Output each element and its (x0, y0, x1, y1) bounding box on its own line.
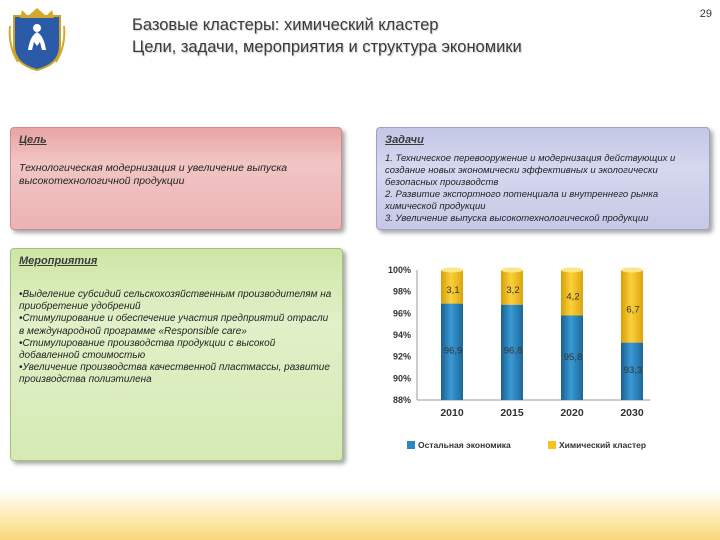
measure-item: •Стимулирование производства продукции с высокой добавленной стоимостью (19, 337, 276, 362)
goal-title: Цель (19, 134, 47, 146)
stacked-bar-chart (355, 248, 710, 468)
task-item: 1. Техническое перевооружение и модернизация действующих и создание новых экономически эффективных и экологически безопасных производств (385, 153, 676, 188)
measure-item: •Выделение субсидий сельскохозяйственным производителям на приобретение удобрений (19, 289, 332, 313)
task-item: 3. Увеличение выпуска высокотехнологической продукции (385, 213, 649, 224)
measures-list (19, 289, 334, 387)
y-tick-label: 92% (392, 351, 411, 362)
goal-text: Технологическая модернизация и увеличение выпуска высокотехнологичной продукции (19, 162, 288, 187)
measure-item: •Стимулирование и обеспечение участия предприятий отрасли в международной программе «Responsible care» (19, 313, 329, 337)
y-tick-label: 94% (392, 330, 411, 340)
page-number: 29 (699, 8, 712, 20)
y-tick-label: 90% (392, 373, 411, 384)
title-line-1: Базовые кластеры: химический кластер (132, 16, 439, 34)
tasks-panel (376, 127, 710, 230)
bar-cap-2030 (621, 268, 643, 273)
legend-swatch-chemical-cluster (548, 441, 556, 449)
goal-panel (10, 127, 342, 230)
bar-cap-2010 (441, 268, 463, 273)
data-label-chemical-cluster: 6,7 (626, 304, 640, 316)
data-label-chemical-cluster: 3,2 (506, 284, 520, 296)
tasks-title: Задачи (385, 134, 424, 146)
x-tick-label: 2020 (560, 407, 584, 419)
legend-label-rest-economy: Остальная экономика (418, 440, 511, 450)
x-tick-label: 2030 (620, 407, 644, 419)
x-tick-label: 2015 (500, 407, 524, 419)
measures-title: Мероприятия (19, 255, 98, 267)
legend-label-chemical-cluster: Химический кластер (559, 440, 647, 450)
measure-item: •Увеличение производства качественной пластмассы, развитие производства полиэтилена (19, 362, 330, 386)
title-line-2: Цели, задачи, мероприятия и структура экономики (132, 38, 522, 56)
y-tick-label: 100% (387, 265, 411, 275)
data-label-rest-economy: 95,8 (563, 351, 583, 363)
data-label-rest-economy: 96,9 (443, 345, 463, 357)
y-tick-label: 98% (392, 286, 411, 297)
legend-swatch-rest-economy (407, 441, 415, 449)
measures-panel (10, 248, 343, 461)
y-tick-label: 96% (392, 308, 411, 319)
bottom-gradient (0, 490, 720, 540)
data-label-rest-economy: 93,3 (623, 364, 643, 376)
slide-title (132, 14, 522, 58)
data-label-chemical-cluster: 4,2 (566, 291, 580, 303)
task-item: 2. Развитие экспортного потенциала и внутреннего рынка химической продукции (385, 189, 659, 212)
bar-cap-2020 (561, 268, 583, 273)
tasks-list (385, 153, 701, 225)
samara-emblem-icon (8, 6, 66, 72)
data-label-rest-economy: 96,8 (503, 345, 523, 357)
bar-cap-2015 (501, 268, 523, 273)
x-tick-label: 2010 (440, 407, 464, 419)
y-tick-label: 88% (392, 395, 411, 405)
data-label-chemical-cluster: 3,1 (446, 284, 460, 296)
